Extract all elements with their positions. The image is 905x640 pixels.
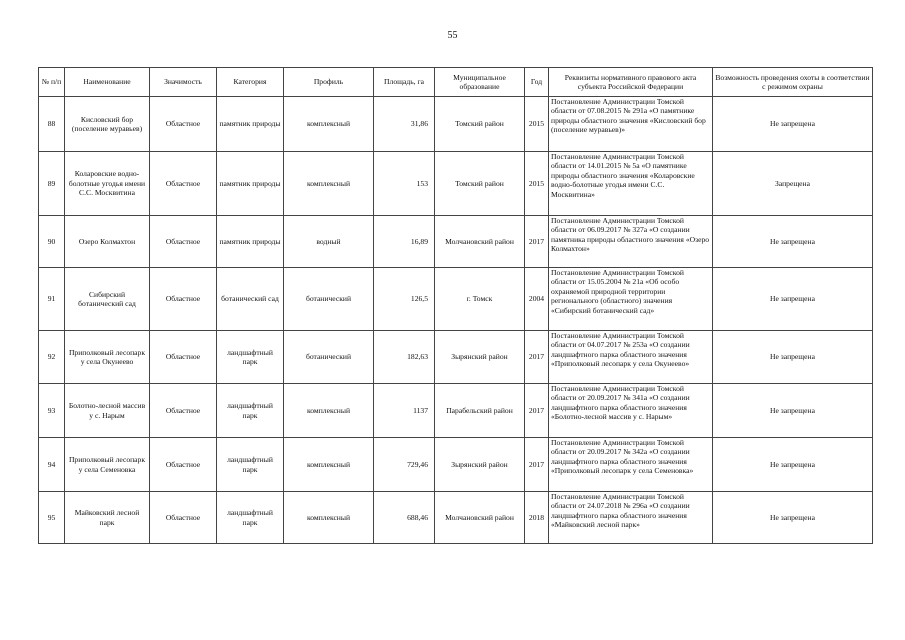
cell-area: 31,86 xyxy=(374,97,435,152)
table-row xyxy=(39,152,873,216)
header-requisites: Реквизиты нормативного правового акта субъекта Российской Федерации xyxy=(549,68,713,97)
cell-category: памятник природы xyxy=(217,152,284,216)
cell-area: 126,5 xyxy=(374,268,435,331)
cell-year: 2004 xyxy=(525,268,549,331)
cell-num: 88 xyxy=(39,97,65,152)
cell-category: ландшафтный парк xyxy=(217,492,284,544)
cell-significance: Областное xyxy=(150,268,217,331)
cell-year: 2017 xyxy=(525,216,549,268)
table-row xyxy=(39,492,873,544)
cell-num: 92 xyxy=(39,331,65,384)
cell-year: 2015 xyxy=(525,97,549,152)
cell-significance: Областное xyxy=(150,216,217,268)
cell-hunting: Не запрещена xyxy=(713,331,873,384)
header-num: № п/п xyxy=(39,68,65,97)
table-header-row xyxy=(39,68,873,97)
header-municipality: Муниципальное образование xyxy=(435,68,525,97)
cell-significance: Областное xyxy=(150,384,217,438)
cell-municipality: Томский район xyxy=(435,97,525,152)
cell-hunting: Не запрещена xyxy=(713,384,873,438)
cell-significance: Областное xyxy=(150,438,217,492)
cell-num: 94 xyxy=(39,438,65,492)
cell-year: 2018 xyxy=(525,492,549,544)
cell-profile: комплексный xyxy=(284,384,374,438)
cell-municipality: Зырянский район xyxy=(435,438,525,492)
cell-profile: ботанический xyxy=(284,331,374,384)
table-row xyxy=(39,331,873,384)
cell-significance: Областное xyxy=(150,152,217,216)
cell-requisites: Постановление Администрации Томской области от 14.01.2015 № 5а «О памятнике природы областного значения «Коларовские водно-болотные угодья имени С.С. Москвитина» xyxy=(549,152,713,216)
table-row xyxy=(39,97,873,152)
cell-category: ландшафтный парк xyxy=(217,384,284,438)
cell-year: 2017 xyxy=(525,331,549,384)
cell-year: 2017 xyxy=(525,438,549,492)
cell-category: ландшафтный парк xyxy=(217,438,284,492)
cell-num: 89 xyxy=(39,152,65,216)
cell-municipality: Парабельский район xyxy=(435,384,525,438)
cell-name: Коларовские водно-болотные угодья имени С.С. Москвитина xyxy=(65,152,150,216)
cell-significance: Областное xyxy=(150,97,217,152)
header-profile: Профиль xyxy=(284,68,374,97)
cell-name: Приполковый лесопарк у села Семеновка xyxy=(65,438,150,492)
cell-municipality: Зырянский район xyxy=(435,331,525,384)
cell-name: Озеро Колмахтон xyxy=(65,216,150,268)
header-category: Категория xyxy=(217,68,284,97)
cell-name: Кисловский бор (поселение муравьев) xyxy=(65,97,150,152)
header-area: Площадь, га xyxy=(374,68,435,97)
cell-requisites: Постановление Администрации Томской области от 24.07.2018 № 296а «О создании ландшафтного парка областного значения «Майковский лесной парк» xyxy=(549,492,713,544)
cell-name: Приполковый лесопарк у села Окунеево xyxy=(65,331,150,384)
cell-significance: Областное xyxy=(150,331,217,384)
table-row xyxy=(39,268,873,331)
cell-significance: Областное xyxy=(150,492,217,544)
cell-requisites: Постановление Администрации Томской области от 06.09.2017 № 327а «О создании памятника природы областного значения «Озеро Колмахтон» xyxy=(549,216,713,268)
cell-area: 16,89 xyxy=(374,216,435,268)
cell-hunting: Не запрещена xyxy=(713,97,873,152)
cell-category: ландшафтный парк xyxy=(217,331,284,384)
cell-category: ботанический сад xyxy=(217,268,284,331)
cell-requisites: Постановление Администрации Томской области от 20.09.2017 № 341а «О создании ландшафтного парка областного значения «Болотно-лесной массив у с. Нарым» xyxy=(549,384,713,438)
cell-hunting: Не запрещена xyxy=(713,268,873,331)
cell-year: 2015 xyxy=(525,152,549,216)
cell-profile: комплексный xyxy=(284,152,374,216)
table-row xyxy=(39,216,873,268)
cell-requisites: Постановление Администрации Томской области от 15.05.2004 № 21а «Об особо охраняемой природной территории регионального (областного) значения «Сибирский ботанический сад» xyxy=(549,268,713,331)
cell-category: памятник природы xyxy=(217,216,284,268)
cell-profile: комплексный xyxy=(284,97,374,152)
cell-hunting: Не запрещена xyxy=(713,492,873,544)
cell-municipality: Томский район xyxy=(435,152,525,216)
header-significance: Значимость xyxy=(150,68,217,97)
table-row xyxy=(39,438,873,492)
cell-profile: комплексный xyxy=(284,492,374,544)
cell-requisites: Постановление Администрации Томской области от 20.09.2017 № 342а «О создании ландшафтного парка областного значения «Приполковый лесопарк у села Семеновка» xyxy=(549,438,713,492)
cell-area: 729,46 xyxy=(374,438,435,492)
header-hunting: Возможность проведения охоты в соответствии с режимом охраны xyxy=(713,68,873,97)
cell-area: 688,46 xyxy=(374,492,435,544)
cell-num: 90 xyxy=(39,216,65,268)
cell-num: 91 xyxy=(39,268,65,331)
cell-category: памятник природы xyxy=(217,97,284,152)
protected-areas-table xyxy=(38,67,873,544)
cell-name: Майковский лесной парк xyxy=(65,492,150,544)
cell-num: 93 xyxy=(39,384,65,438)
cell-name: Сибирский ботанический сад xyxy=(65,268,150,331)
cell-area: 153 xyxy=(374,152,435,216)
cell-municipality: Молчановский район xyxy=(435,216,525,268)
cell-year: 2017 xyxy=(525,384,549,438)
header-year: Год xyxy=(525,68,549,97)
cell-municipality: г. Томск xyxy=(435,268,525,331)
cell-requisites: Постановление Администрации Томской области от 04.07.2017 № 253а «О создании ландшафтного парка областного значения «Приполковый лесопарк у села Окунеево» xyxy=(549,331,713,384)
cell-hunting: Не запрещена xyxy=(713,438,873,492)
header-name: Наименование xyxy=(65,68,150,97)
cell-profile: комплексный xyxy=(284,438,374,492)
cell-num: 95 xyxy=(39,492,65,544)
page-number: 55 xyxy=(447,30,458,41)
cell-name: Болотно-лесной массив у с. Нарым xyxy=(65,384,150,438)
cell-municipality: Молчановский район xyxy=(435,492,525,544)
cell-hunting: Не запрещена xyxy=(713,216,873,268)
cell-hunting: Запрещена xyxy=(713,152,873,216)
cell-area: 182,63 xyxy=(374,331,435,384)
table-row xyxy=(39,384,873,438)
cell-profile: ботанический xyxy=(284,268,374,331)
cell-area: 1137 xyxy=(374,384,435,438)
cell-profile: водный xyxy=(284,216,374,268)
cell-requisites: Постановление Администрации Томской области от 07.08.2015 № 291а «О памятнике природы областного значения «Кисловский бор (поселение муравьев)» xyxy=(549,97,713,152)
